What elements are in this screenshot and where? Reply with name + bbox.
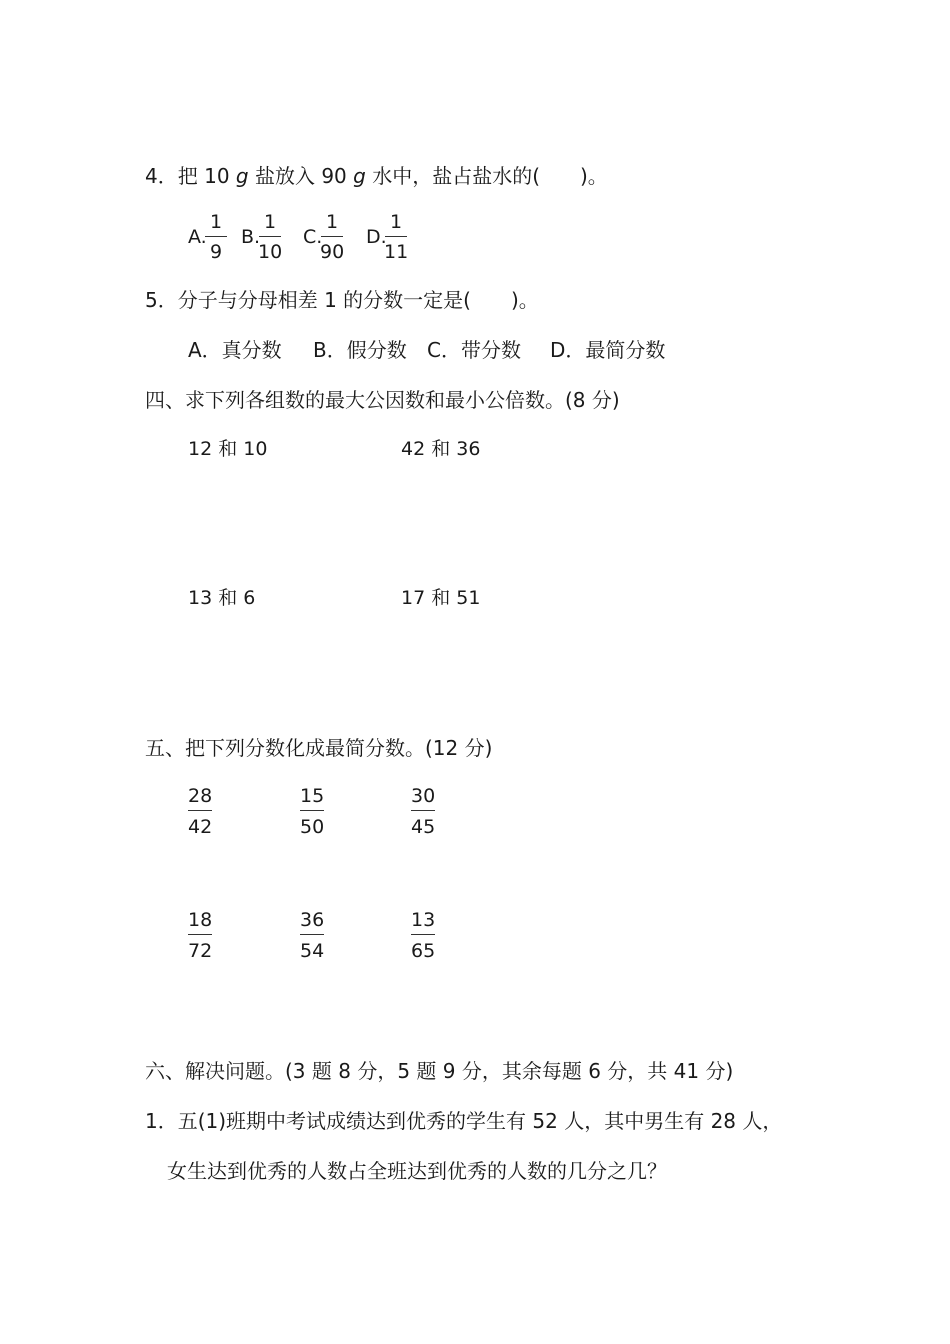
fraction-denominator: 54: [300, 940, 325, 962]
fraction-denominator: 45: [411, 816, 436, 838]
fraction-numerator: 1: [321, 213, 343, 237]
q4-text-c: 水中，盐占盐水的( )。: [365, 164, 608, 188]
fraction-to-simplify: [411, 911, 435, 961]
fraction-to-simplify: [188, 911, 212, 961]
q4-unit-g-1: g: [235, 164, 249, 188]
fraction-numerator: 18: [188, 911, 212, 935]
fraction-numerator: 1: [385, 213, 407, 237]
q4-unit-g-2: g: [353, 164, 366, 188]
q4-text-a: 把 10: [177, 164, 236, 188]
fraction-to-simplify: [188, 787, 212, 837]
section6-heading: 六、解决问题。(3 题 8 分，5 题 9 分，其余每题 6 分，共 41 分): [145, 1059, 734, 1083]
fraction-denominator: 50: [300, 816, 325, 838]
q4-option-a-fraction: [205, 213, 227, 262]
q4-number: 4．: [145, 164, 178, 188]
fraction-denominator: 11: [384, 241, 409, 263]
fraction-denominator: 42: [188, 816, 213, 838]
q4-option-c-fraction: [320, 213, 344, 262]
q5-option-c: C．带分数: [427, 338, 521, 362]
fraction-numerator: 1: [259, 213, 281, 237]
q5-option-d: D．最简分数: [550, 338, 666, 362]
fraction-denominator: 72: [188, 940, 213, 962]
number-pair: 17 和 51: [401, 587, 481, 609]
fraction-denominator: 9: [209, 241, 223, 263]
fraction-denominator: 65: [411, 940, 436, 962]
q4-option-b-fraction: [258, 213, 282, 262]
fraction-to-simplify: [300, 787, 324, 837]
q5-question: 5．分子与分母相差 1 的分数一定是( )。: [145, 288, 539, 312]
fraction-denominator: 90: [320, 241, 345, 263]
q5-option-b: B．假分数: [313, 338, 407, 362]
fraction-numerator: 1: [205, 213, 227, 237]
fraction-numerator: 36: [300, 911, 324, 935]
q4-option-d-label: D.: [366, 226, 387, 248]
q4-option-b-label: B.: [241, 226, 261, 248]
number-pair: 12 和 10: [188, 438, 268, 460]
section5-heading: 五、把下列分数化成最简分数。(12 分): [145, 736, 493, 760]
problem1-line2: 女生达到优秀的人数占全班达到优秀的人数的几分之几？: [167, 1159, 667, 1183]
section4-heading: 四、求下列各组数的最大公因数和最小公倍数。(8 分): [145, 388, 620, 412]
q4-text-b: 盐放入 90: [248, 164, 354, 188]
q5-option-a: A．真分数: [188, 338, 282, 362]
q4-option-d-fraction: [384, 213, 408, 262]
fraction-to-simplify: [300, 911, 324, 961]
fraction-numerator: 13: [411, 911, 435, 935]
number-pair: 42 和 36: [401, 438, 481, 460]
fraction-numerator: 15: [300, 787, 324, 811]
q4-option-c-label: C.: [303, 226, 323, 248]
fraction-to-simplify: [411, 787, 435, 837]
fraction-denominator: 10: [258, 241, 283, 263]
q4-line: [145, 166, 608, 186]
fraction-numerator: 28: [188, 787, 212, 811]
q4-option-a-label: A.: [188, 226, 207, 248]
number-pair: 13 和 6: [188, 587, 256, 609]
fraction-numerator: 30: [411, 787, 435, 811]
problem1-line1: 1．五(1)班期中考试成绩达到优秀的学生有 52 人，其中男生有 28 人，: [145, 1109, 783, 1133]
